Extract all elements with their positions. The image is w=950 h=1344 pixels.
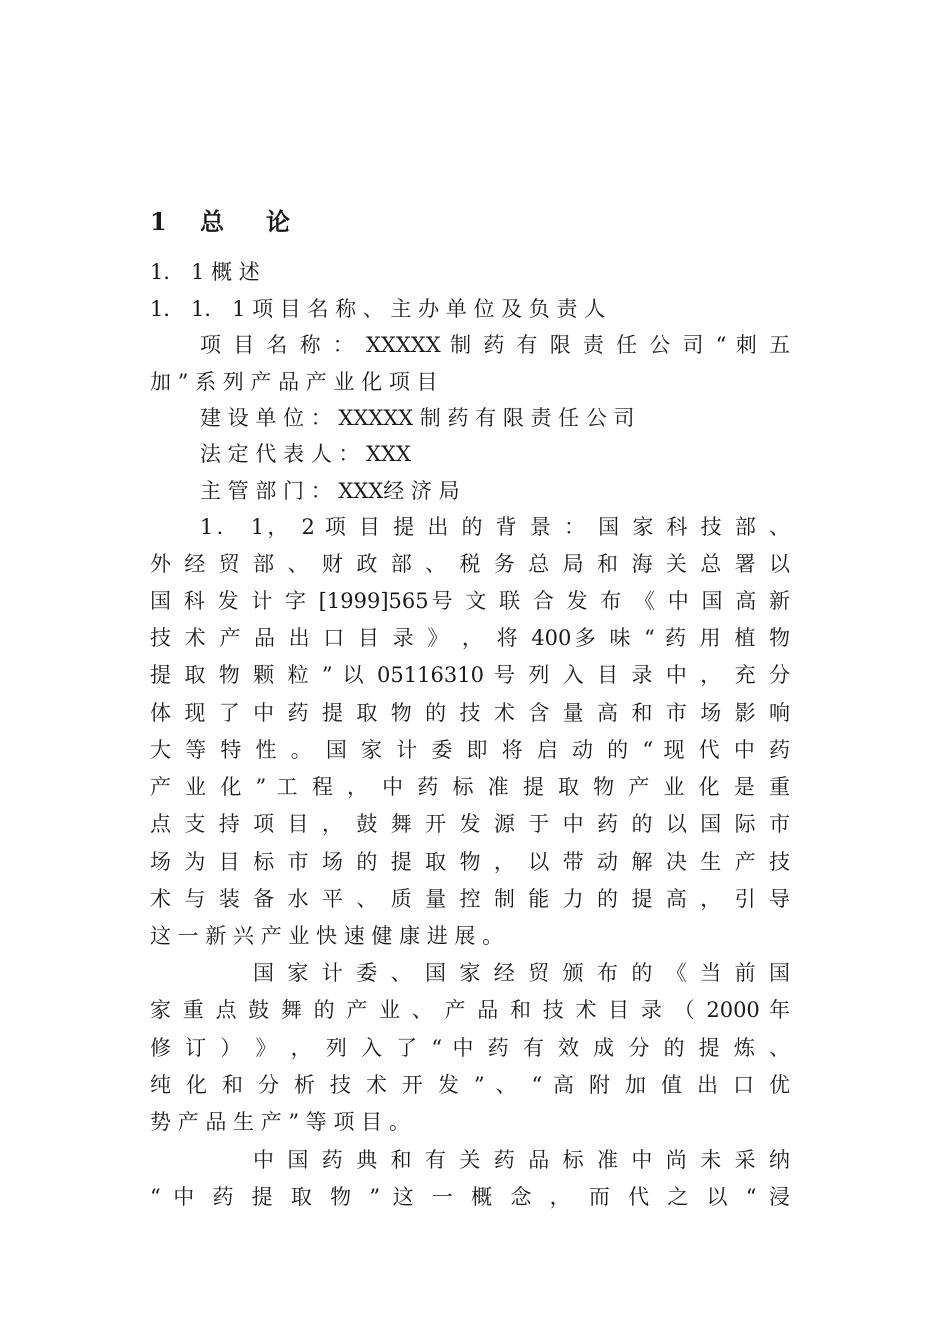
text-line: 体 现 了 中 药 提 取 物 的 技 术 含 量 高 和 市 场 影 响 [150,701,790,725]
text-line: 加 ” 系 列 产 品 产 业 化 项 目 [150,370,438,394]
chapter-title-char-2: 论 [266,207,290,236]
text-line: 外 经 贸 部 、 财 政 部 、 税 务 总 局 和 海 关 总 署 以 [150,552,790,576]
text-line: 主 管 部 门 ： XXX经 济 局 [200,479,460,503]
text-line: 国 家 计 委 、 国 家 经 贸 颁 布 的 《 当 前 国 [253,961,790,985]
text-line: 项 目 名 称 ： XXXXX 制 药 有 限 责 任 公 司 “ 刺 五 [200,333,790,357]
text-line: “ 中 药 提 取 物 ” 这 一 概 念 ， 而 代 之 以 “ 浸 [150,1185,790,1209]
text-line: 产 业 化 ” 工 程 ， 中 药 标 准 提 取 物 产 业 化 是 重 [150,775,790,799]
text-line: 大 等 特 性 。 国 家 计 委 即 将 启 动 的 “ 现 代 中 药 [150,738,790,762]
text-line: 点 支 持 项 目 ， 鼓 舞 开 发 源 于 中 药 的 以 国 际 市 [150,812,790,836]
text-line: 技 术 产 品 出 口 目 录 》 ， 将 400多 味 “ 药 用 植 物 [150,626,790,650]
text-line: 建 设 单 位 ： XXXXX 制 药 有 限 责 任 公 司 [200,406,635,430]
chapter-number: 1 [150,207,167,236]
text-line: 场 为 目 标 市 场 的 提 取 物 ， 以 带 动 解 决 生 产 技 [150,850,790,874]
text-line: 纯 化 和 分 析 技 术 开 发 ” 、 “ 高 附 加 值 出 口 优 [150,1073,790,1097]
text-line: 中 国 药 典 和 有 关 药 品 标 准 中 尚 未 采 纳 [253,1148,790,1172]
text-line: 势 产 品 生 产 ” 等 项 目 。 [150,1110,410,1134]
text-line: 修 订 ） 》 ， 列 入 了 “ 中 药 有 效 成 分 的 提 炼 、 [150,1036,790,1060]
text-line: 法 定 代 表 人 ： XXX [200,442,411,466]
chapter-heading [150,206,290,238]
subsection-heading-1-1-2: 1． 1， 2 项 目 提 出 的 背 景 ： 国 家 科 技 部 、 [200,515,790,539]
subsection-heading-1-1-1: 1． 1． 1 项 目 名 称 、 主 办 单 位 及 负 责 人 [150,297,606,321]
text-line: 术 与 装 备 水 平 、 质 量 控 制 能 力 的 提 高 ， 引 导 [150,887,790,911]
chapter-title-char-1: 总 [200,207,224,236]
section-heading-1-1: 1． 1 概 述 [150,260,260,284]
text-line: 提 取 物 颗 粒 ” 以 05116310 号 列 入 目 录 中 ， 充 分 [150,663,790,687]
text-line: 这 一 新 兴 产 业 快 速 健 康 进 展 。 [150,924,504,948]
text-line: 家 重 点 鼓 舞 的 产 业 、 产 品 和 技 术 目 录 （ 2000 年 [150,998,790,1022]
text-line: 国 科 发 计 字 [1999]565号 文 联 合 发 布 《 中 国 高 新 [150,589,790,613]
